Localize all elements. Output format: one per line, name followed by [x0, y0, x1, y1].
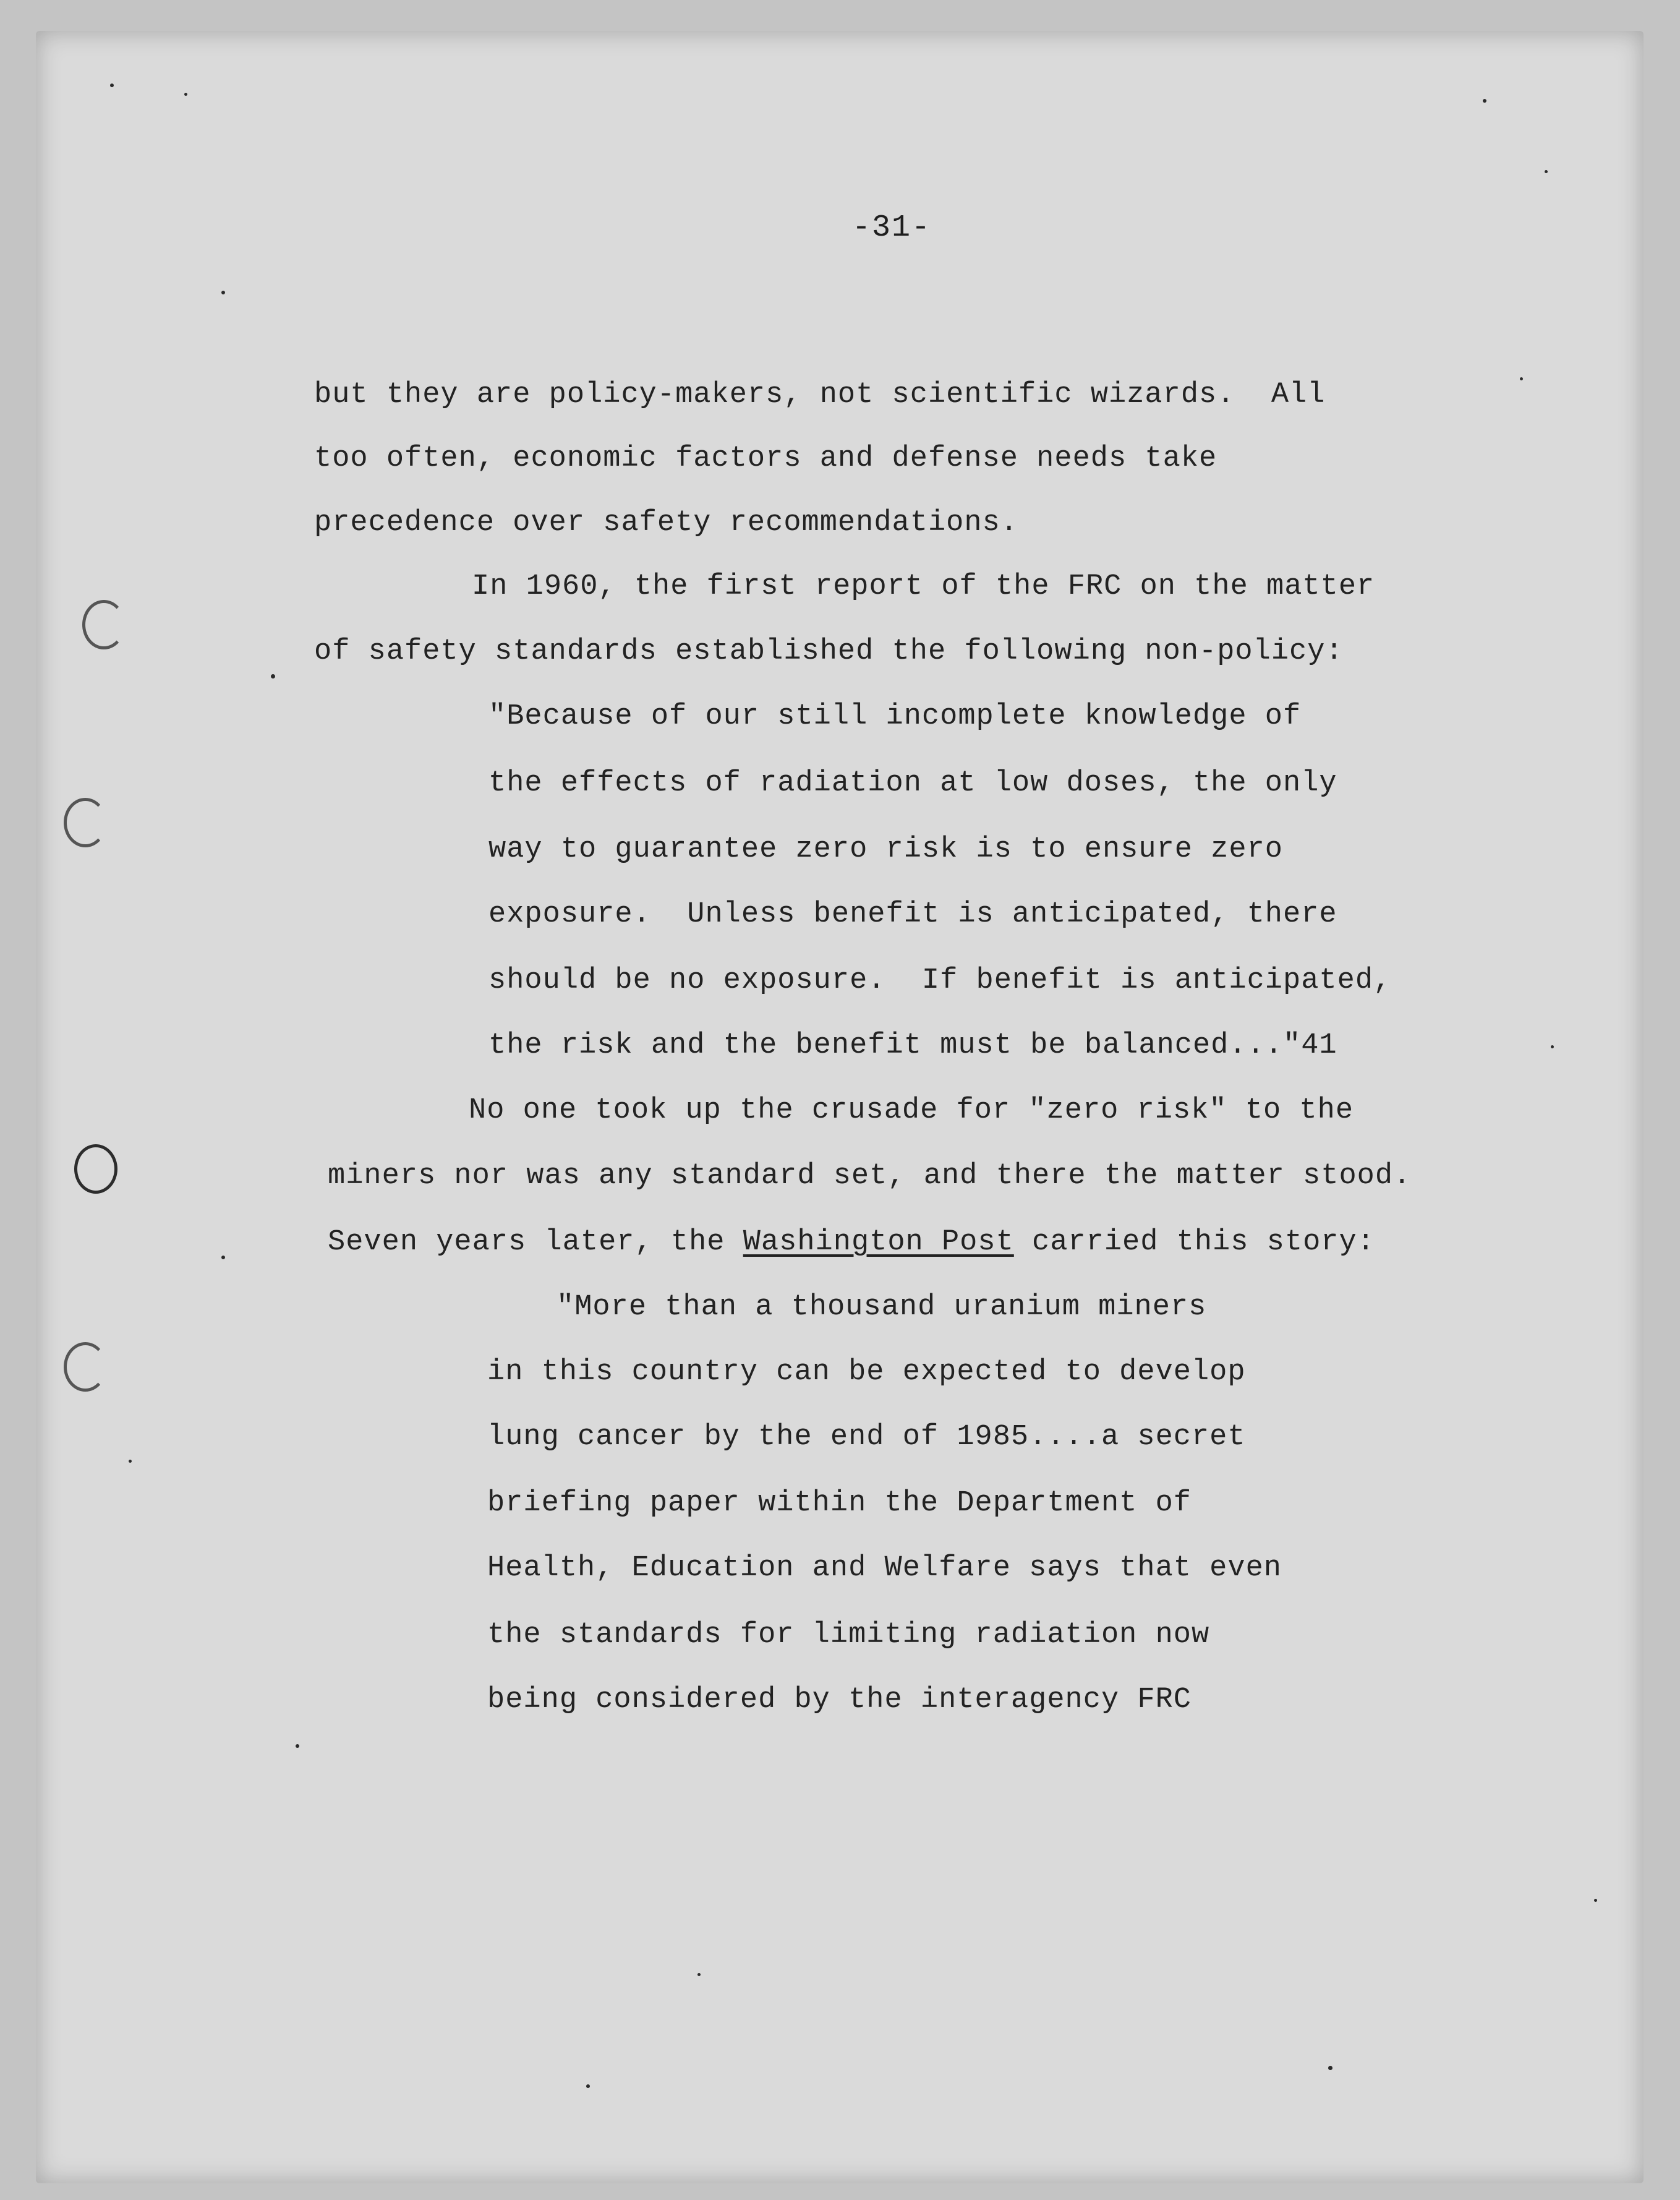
binder-hole-icon	[82, 600, 126, 649]
paper-sheet	[36, 31, 1644, 2183]
quote-line: lung cancer by the end of 1985....a secret	[487, 1421, 1246, 1453]
binder-hole-icon	[64, 798, 107, 847]
publication-title: Washington Post	[743, 1226, 1014, 1259]
quote-line: briefing paper within the Department of	[487, 1487, 1192, 1520]
binder-hole-icon	[74, 1144, 117, 1194]
text-line: In 1960, the first report of the FRC on the matter	[472, 570, 1375, 603]
quote-line: should be no exposure. If benefit is anticipated,	[488, 964, 1392, 997]
quote-line: the standards for limiting radiation now	[487, 1619, 1210, 1651]
text-segment: carried this story:	[1013, 1226, 1375, 1259]
text-line: of safety standards established the following non-policy:	[314, 635, 1344, 668]
quote-line: "More than a thousand uranium miners	[556, 1291, 1207, 1324]
quote-line: in this country can be expected to develop	[487, 1356, 1246, 1389]
text-line	[328, 1228, 1375, 1257]
quote-line: the effects of radiation at low doses, the only	[488, 767, 1337, 800]
text-line: precedence over safety recommendations.	[314, 507, 1018, 539]
binder-hole-icon	[64, 1342, 107, 1392]
page-number: -31-	[852, 210, 932, 246]
quote-line: "Because of our still incomplete knowledge of	[488, 700, 1302, 733]
quote-line: being considered by the interagency FRC	[487, 1684, 1192, 1716]
quote-line: Health, Education and Welfare says that even	[487, 1552, 1282, 1585]
text-line: No one took up the crusade for "zero risk" to the	[469, 1094, 1354, 1127]
quote-line: exposure. Unless benefit is anticipated, there	[488, 898, 1337, 931]
quote-line: way to guarantee zero risk is to ensure zero	[488, 833, 1284, 866]
text-line: but they are policy-makers, not scientific wizards. All	[314, 379, 1326, 411]
quote-line: the risk and the benefit must be balanced..."41	[488, 1029, 1337, 1062]
text-segment: Seven years later, the	[328, 1226, 743, 1259]
text-line: miners nor was any standard set, and there the matter stood.	[328, 1160, 1412, 1192]
text-line: too often, economic factors and defense needs take	[314, 442, 1217, 475]
